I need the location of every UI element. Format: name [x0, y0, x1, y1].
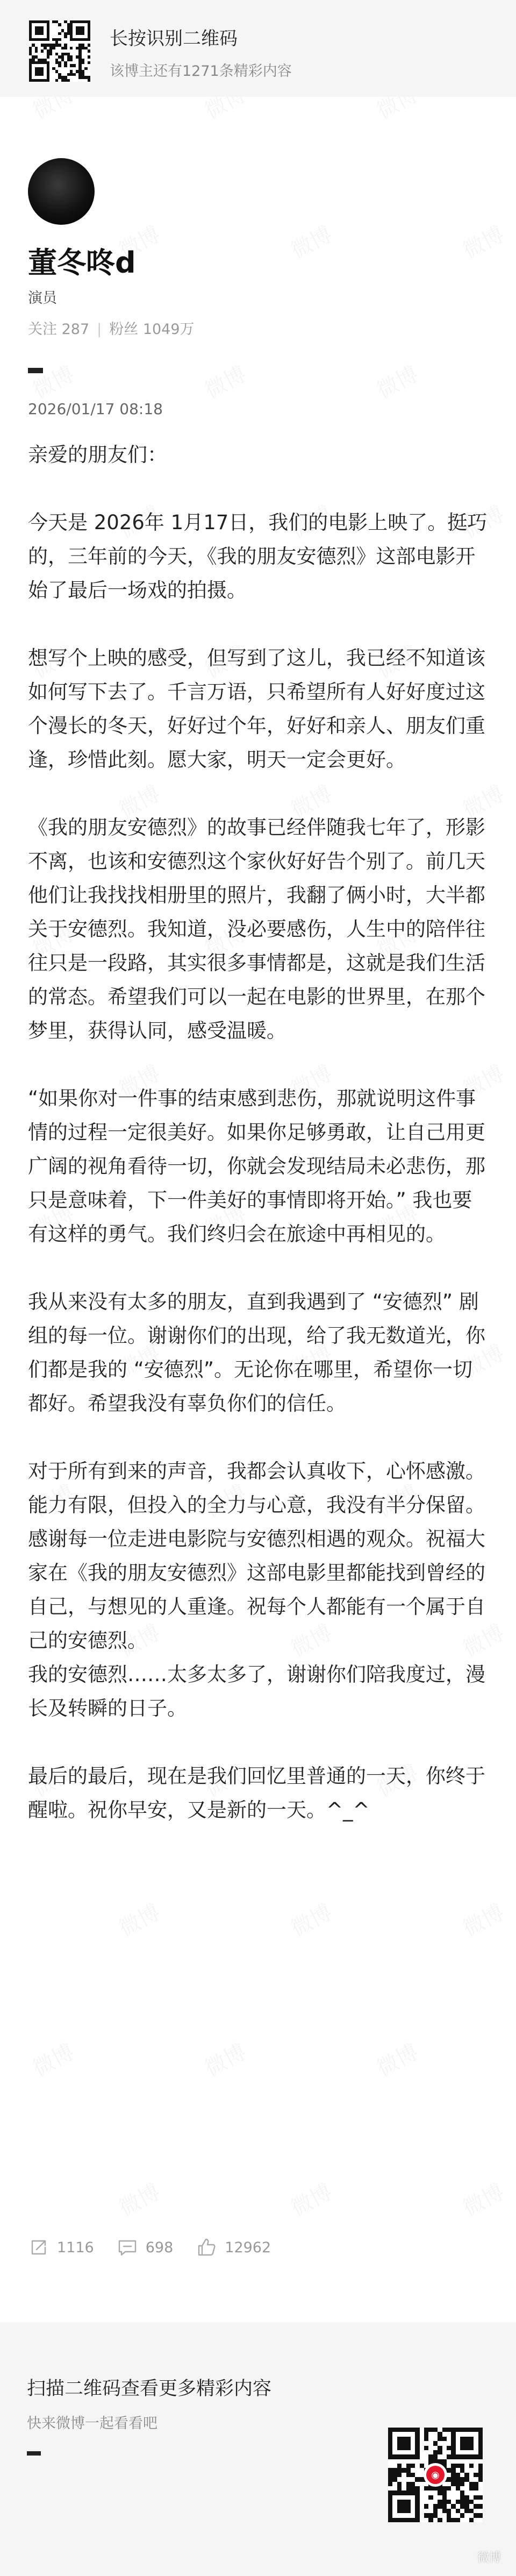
comment-count: 698 — [145, 2239, 174, 2256]
post-paragraph: 今天是 2026年 1月17日，我们的电影上映了。挺巧的，三年前的今天，《我的朋友安德烈》这部电影开始了最后一场戏的拍摄。 — [28, 511, 488, 602]
watermark-text — [457, 218, 509, 265]
comment-button[interactable] — [117, 2237, 174, 2258]
repost-button[interactable] — [28, 2237, 94, 2258]
bottom-banner-subtitle: 快来微博一起看看吧 — [27, 2415, 157, 2432]
corner-watermark: 微博 — [477, 2551, 501, 2565]
post-paragraph: 想写个上映的感受，但写到了这儿，我已经不知道该如何写下去了。千言万语，只希望所有人好好度过这个漫长的冬天，好好过个年，好好和亲人、朋友们重逢，珍惜此刻。愿大家，明天一定会更好。 — [28, 646, 485, 771]
post-body — [28, 438, 490, 1861]
top-qr-banner[interactable] — [0, 0, 516, 97]
user-stats — [28, 317, 195, 338]
watermark-text — [27, 358, 79, 405]
watermark-text — [27, 2036, 79, 2083]
avatar[interactable] — [28, 158, 95, 225]
fans-count[interactable]: 粉丝 1049万 — [109, 321, 195, 338]
like-count: 12962 — [225, 2239, 271, 2256]
like-icon — [196, 2237, 217, 2258]
watermark-text — [199, 2036, 251, 2083]
bottom-banner-divider — [27, 2451, 41, 2456]
follow-count[interactable]: 关注 287 — [28, 321, 90, 338]
post-paragraph: “如果你对一件事的结束感到悲伤，那就说明这件事情的过程一定很美好。如果你足够勇敢，让自己用更广阔的视角看待一切，你就会发现结局未必悲伤，那只是意味着，下一件美好的事情即将开始。” 我也要有这样的勇气。我们终归会在旅途中再相见的。 — [28, 1087, 485, 1246]
post-paragraph: 我的安德烈……太多太多了，谢谢你们陪我度过，漫长及转瞬的日子。 — [28, 1663, 485, 1720]
comment-icon — [117, 2237, 138, 2258]
repost-icon — [28, 2237, 49, 2258]
stats-divider: | — [97, 321, 102, 338]
user-name[interactable]: 董冬咚d — [28, 246, 136, 280]
user-role: 演员 — [28, 290, 57, 307]
watermark-text — [113, 2175, 165, 2223]
watermark-text — [457, 1896, 509, 1943]
watermark-text — [371, 358, 423, 405]
qr-code-icon[interactable] — [29, 20, 90, 82]
post-paragraph: 我从来没有太多的朋友，直到我遇到了 “安德烈” 剧组的每一位。谢谢你们的出现，给了我无数道光，你们都是我的 “安德烈”。无论你在哪里，希望你一切都好。希望我没有辜负你们的信任。 — [28, 1290, 485, 1415]
bottom-banner-title: 扫描二维码查看更多精彩内容 — [27, 2378, 272, 2400]
like-button[interactable] — [196, 2237, 271, 2258]
repost-count: 1116 — [57, 2239, 94, 2256]
profile-divider — [28, 368, 43, 373]
bottom-qr-wrapper[interactable] — [388, 2428, 483, 2522]
watermark-text — [285, 1896, 337, 1943]
post-paragraph: 最后的最后，现在是我们回忆里普通的一天，你终于醒啦。祝你早安，又是新的一天。^_^ — [28, 1764, 485, 1821]
watermark-text — [457, 2175, 509, 2223]
weibo-logo-icon — [424, 2463, 447, 2487]
banner-subtitle: 该博主还有1271条精彩内容 — [110, 63, 292, 80]
bottom-qr-banner[interactable] — [0, 2322, 516, 2576]
post-paragraph: 《我的朋友安德烈》的故事已经伴随我七年了，形影不离，也该和安德烈这个家伙好好告个别了。前几天他们让我找找相册里的照片，我翻了俩小时，大半都关于安德烈。我知道，没必要感伤，人生中的陪伴往往只是一段路，其实很多事情都是，这就是我们生活的常态。希望我们可以一起在电影的世界里，在那个梦里，获得认同，感受温暖。 — [28, 816, 485, 1042]
post-paragraph: 对于所有到来的声音，我都会认真收下，心怀感激。能力有限，但投入的全力与心意，我没有半分保留。感谢每一位走进电影院与安德烈相遇的观众。祝福大家在《我的朋友安德烈》这部电影里都能找到曾经的自己，与想见的人重逢。祝每个人都能有一个属于自己的安德烈。 — [28, 1460, 485, 1652]
watermark-text — [371, 2036, 423, 2083]
action-bar — [28, 2234, 293, 2261]
banner-title: 长按识别二维码 — [110, 28, 238, 49]
watermark-text — [285, 218, 337, 265]
watermark-text — [285, 2175, 337, 2223]
watermark-text — [113, 1896, 165, 1943]
post-paragraph: 亲爱的朋友们： — [28, 443, 167, 466]
weibo-eye-icon: ◉ — [426, 2466, 445, 2484]
watermark-text — [199, 358, 251, 405]
post-date: 2026/01/17 08:18 — [28, 400, 163, 418]
